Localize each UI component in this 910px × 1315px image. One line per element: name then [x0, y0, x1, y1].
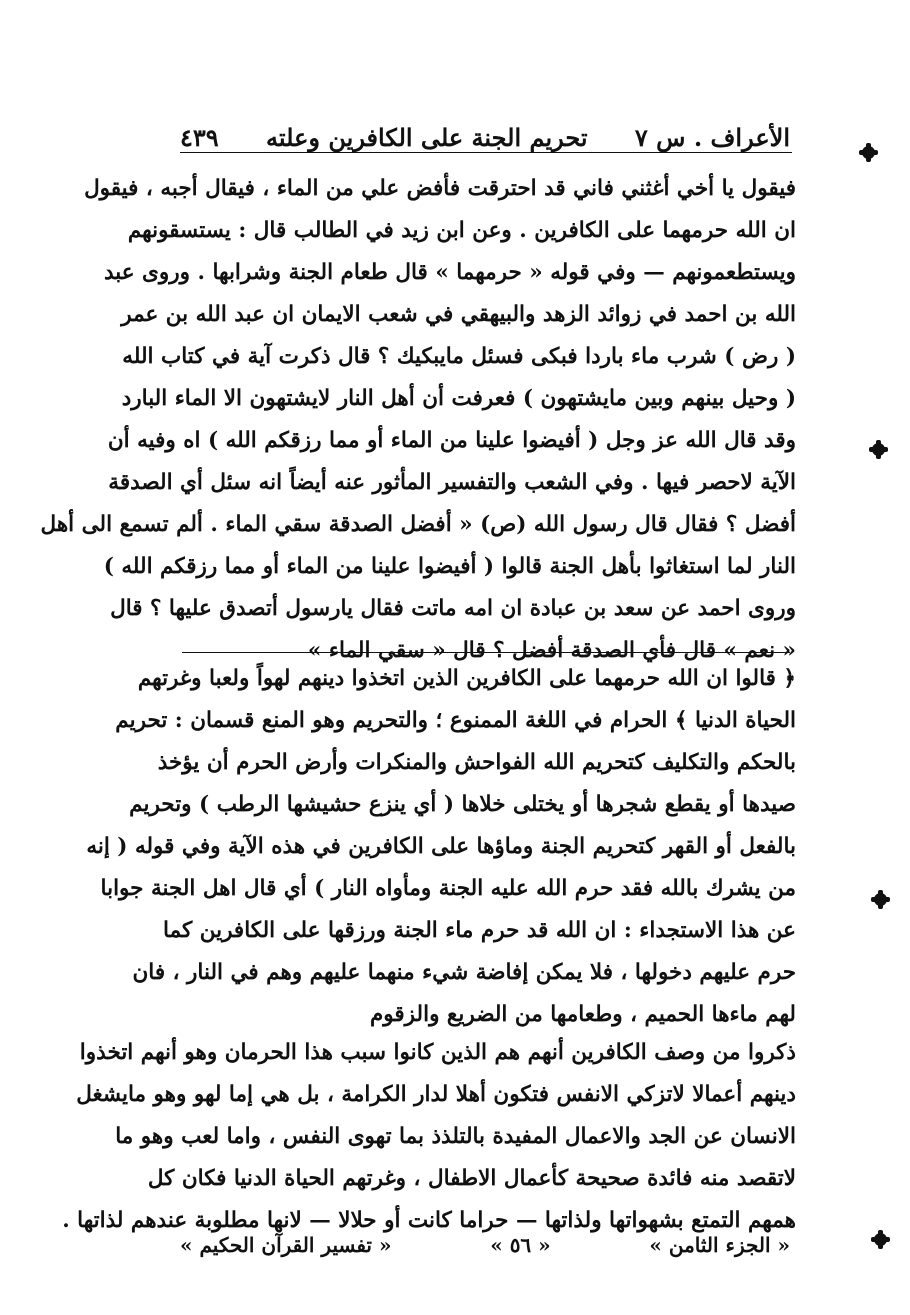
text-line: عن هذا الاستجداء : ان الله قد حرم ماء الجنة ورزقها على الكافرين كما — [163, 918, 796, 943]
text-line: لهم ماءها الحميم ، وطعامها من الضريع والزقوم — [369, 1002, 796, 1027]
text-line: أفضل ؟ فقال قال رسول الله (ص) « أفضل الصدقة سقي الماء . ألم تسمع الى أهل — [40, 512, 796, 537]
binding-hole-mark — [872, 443, 885, 456]
binding-hole-mark — [862, 146, 875, 159]
text-line: ( وحيل بينهم وبين مايشتهون ) فعرفت أن أهل النار لايشتهون الا الماء البارد — [121, 386, 796, 411]
text-line: وروى احمد عن سعد بن عبادة ان امه ماتت فقال يارسول أتصدق عليها ؟ قال — [110, 596, 796, 621]
text-line: بالفعل أو القهر كتحريم الجنة وماؤها على الكافرين في هذه الآية وفي قوله ( إنه — [86, 834, 796, 859]
footer-volume: « الجزء الثامن » — [649, 1233, 790, 1257]
text-line: همهم التمتع بشهواتها ولذاتها — حراما كانت أو حلالا — لانها مطلوبة عندهم لذاتها . — [62, 1208, 796, 1233]
text-line: ( رض ) شرب ماء باردا فبكى فسئل مايبكيك ؟ قال ذكرت آية في كتاب الله — [122, 344, 796, 369]
binding-hole-mark — [874, 1233, 887, 1246]
paragraph-1 — [40, 168, 796, 672]
header-title: تحريم الجنة على الكافرين وعلته — [266, 123, 588, 152]
text-line: صيدها أو يقطع شجرها أو يختلى خلاها ( أي ينزع حشيشها الرطب ) وتحريم — [129, 792, 796, 817]
text-line: الحياة الدنيا ﴾ الحرام في اللغة الممنوع ؛ والتحريم وهو المنع قسمان : تحريم — [115, 708, 796, 733]
text-line: الله بن احمد في زوائد الزهد والبيهقي في شعب الايمان ان عبد الله بن عمر — [121, 302, 796, 327]
text-line: ﴿ قالوا ان الله حرمهما على الكافرين الذين اتخذوا دينهم لهواً ولعبا وغرتهم — [137, 666, 796, 691]
footer-book-title: « تفسير القرآن الحكيم » — [180, 1233, 392, 1257]
text-line: الآية لاحصر فيها . وفي الشعب والتفسير المأثور عنه أيضاً انه سئل أي الصدقة — [108, 470, 796, 495]
text-line: دينهم أعمالا لاتزكي الانفس فتكون أهلا لدار الكرامة ، بل هي إما لهو وهو مايشغل — [76, 1082, 796, 1107]
text-line: ويستطعمونهم — وفي قوله « حرمهما » قال طعام الجنة وشرابها . وروى عبد — [103, 260, 796, 285]
header-page-number: ٤٣٩ — [180, 123, 219, 152]
text-line: ان الله حرمهما على الكافرين . وعن ابن زيد في الطالب قال : يستسقونهم — [127, 218, 796, 243]
page-header — [180, 112, 790, 152]
text-line: بالحكم والتكليف كتحريم الله الفواحش والمنكرات وأرض الحرم أن يؤخذ — [157, 750, 796, 775]
text-line: حرم عليهم دخولها ، فلا يمكن إفاضة شيء منهما عليهم وهم في النار ، فان — [132, 960, 796, 985]
header-surah-info: الأعراف . س ٧ — [634, 123, 790, 152]
paragraph-3 — [62, 1032, 796, 1242]
paragraph-2 — [86, 658, 796, 1036]
text-line: « نعم » قال فأي الصدقة أفضل ؟ قال « سقي الماء » — [307, 638, 796, 663]
text-line: النار لما استغاثوا بأهل الجنة قالوا ( أفيضوا علينا من الماء أو مما رزقكم الله ) — [103, 554, 796, 579]
text-line: الانسان عن الجد والاعمال المفيدة بالتلذذ بما تهوى النفس ، واما لعب وهو ما — [115, 1124, 796, 1149]
binding-hole-mark — [874, 893, 887, 906]
footer-page: « ٥٦ » — [490, 1233, 551, 1257]
text-line: فيقول يا أخي أغثني فاني قد احترقت فأفض علي من الماء ، فيقال أجبه ، فيقول — [84, 176, 796, 201]
text-line: وقد قال الله عز وجل ( أفيضوا علينا من الماء أو مما رزقكم الله ) اه وفيه أن — [107, 428, 796, 453]
text-line: من يشرك بالله فقد حرم الله عليه الجنة ومأواه النار ) أي قال اهل الجنة جوابا — [100, 876, 796, 901]
header-divider — [180, 152, 792, 153]
page-footer — [180, 1225, 790, 1265]
section-divider — [182, 652, 790, 653]
text-line: لاتقصد منه فائدة صحيحة كأعمال الاطفال ، وغرتهم الحياة الدنيا فكان كل — [147, 1166, 796, 1191]
text-line: ذكروا من وصف الكافرين أنهم هم الذين كانوا سبب هذا الحرمان وهو أنهم اتخذوا — [79, 1040, 796, 1065]
